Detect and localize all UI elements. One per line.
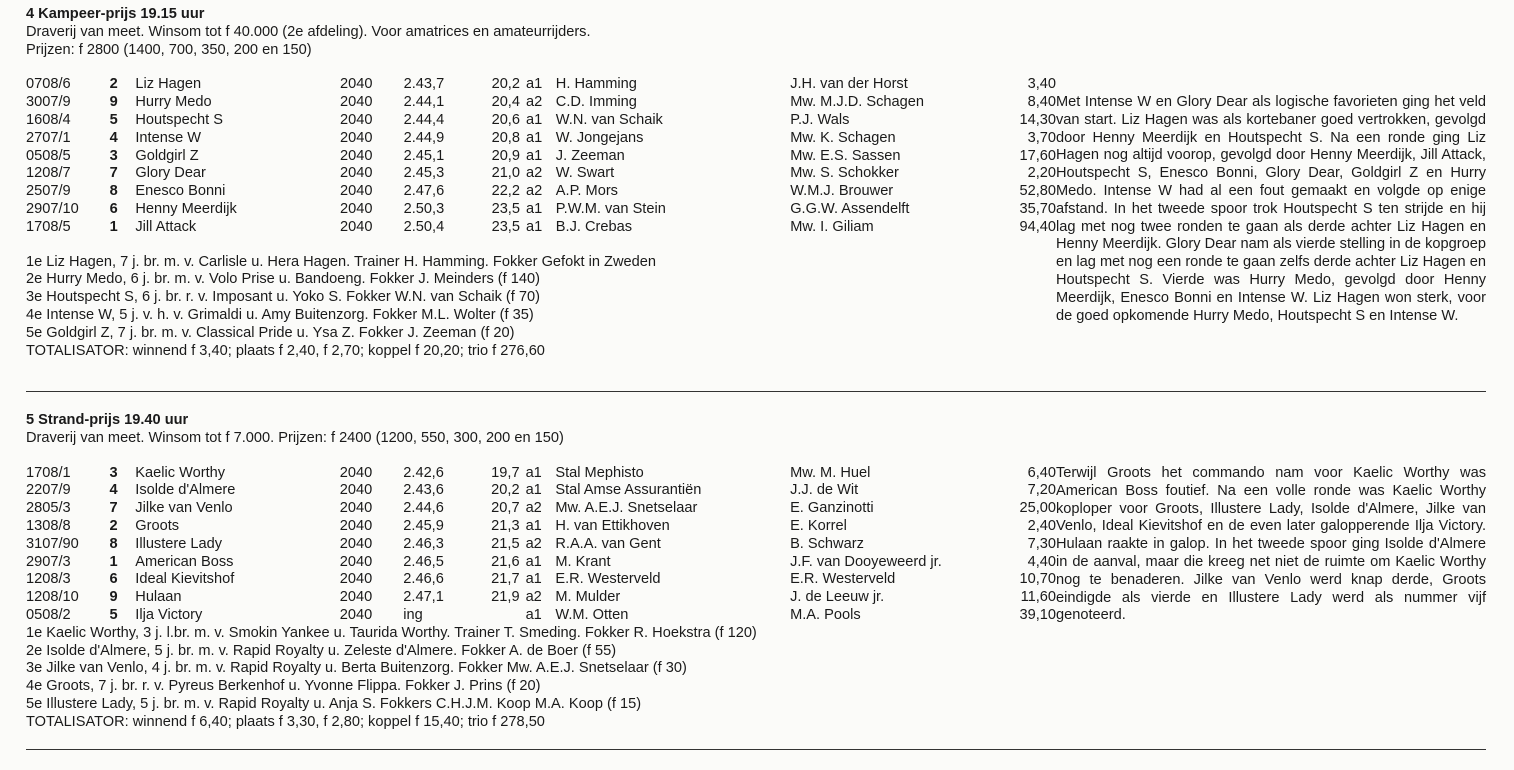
totalisator-line: TOTALISATOR: winnend f 6,40; plaats f 3,30, f 2,80; koppel f 15,40; trio f 278,50 <box>26 713 545 730</box>
runner-name: Glory Dear <box>135 165 206 182</box>
runner-km: 21,0 <box>491 165 520 182</box>
runner-row <box>26 536 1056 554</box>
placing-line: 2e Hurry Medo, 6 j. br. m. v. Volo Prise u. Bandoeng. Fokker J. Meinders (f 140) <box>26 271 540 288</box>
totalisator-line: TOTALISATOR: winnend f 3,40; plaats f 2,40, f 2,70; koppel f 20,20; trio f 276,60 <box>26 342 545 359</box>
runner-code: 3007/9 <box>26 94 71 111</box>
runner-pos: 8 <box>109 535 118 552</box>
runner-trainer: B. Schwarz <box>790 535 864 552</box>
runners-table <box>26 76 1056 236</box>
runner-name: Hulaan <box>135 589 182 606</box>
runner-time: 2.44,6 <box>403 500 444 517</box>
runner-rider: W.M. Otten <box>555 606 629 623</box>
runner-tag: a1 <box>525 129 543 146</box>
runner-name: Liz Hagen <box>135 76 202 93</box>
runner-dist: 2040 <box>340 94 373 111</box>
placing-line: 1e Liz Hagen, 7 j. br. m. v. Carlisle u. Hera Hagen. Trainer H. Hamming. Fokker Gefokt in Zweden <box>26 253 656 270</box>
runner-km: 20,8 <box>491 129 520 146</box>
runner-km: 20,4 <box>491 94 520 111</box>
runner-code: 1208/10 <box>26 589 79 606</box>
runner-row <box>26 112 1056 130</box>
runner-code: 0508/5 <box>26 147 71 164</box>
runner-pos: 1 <box>109 553 118 570</box>
runner-odds: 6,40 <box>1027 464 1056 481</box>
runner-pos: 6 <box>109 571 118 588</box>
runner-odds: 8,40 <box>1027 94 1056 111</box>
race-details <box>26 625 1486 732</box>
section-divider <box>26 391 1486 392</box>
runner-dist: 2040 <box>339 571 373 588</box>
runner-trainer: J.F. van Dooyeweerd jr. <box>790 553 942 570</box>
runner-km: 21,3 <box>491 517 520 534</box>
runner-pos: 7 <box>109 165 118 182</box>
runner-code: 1608/4 <box>26 111 71 128</box>
runner-pos: 8 <box>109 183 118 200</box>
runner-dist: 2040 <box>340 111 373 128</box>
runner-code: 1208/7 <box>26 165 71 182</box>
runner-code: 2507/9 <box>26 183 71 200</box>
race-report: Met Intense W en Glory Dear als logische favorieten ging het veld van start. Liz Hagen was als kortebaner goed vertrokken, gevolgd door Henny Meerdijk en Houtspecht S. Na een ronde ging Liz Hagen nog altijd voorop, gevolgd door Henny Meerdijk, Jill Attack, Houtspecht S, Enesco Bonni, Glory Dear, Goldgirl Z en Hurry Medo. Intense W had al een fout gemaakt en volgde op enige afstand. In het tweede spoor trok Houtspecht S ten strijde en hij lag met nog twee ronden te gaan als derde achter Liz Hagen en Henny Meerdijk. Glory Dear nam als vierde stelling in de kopgroep en lag met nog een ronde te gaan zelfs derde achter Liz Hagen en Houtspecht S. Vierde was Hurry Medo, gevolgd door Henny Meerdijk, Enesco Bonni en Intense W. Liz Hagen won sterk, voor de goed opkomende Hurry Medo, Houtspecht S en Intense W. <box>1056 94 1486 324</box>
placing-line: 1e Kaelic Worthy, 3 j. l.br. m. v. Smokin Yankee u. Taurida Worthy. Trainer T. Smeding. Fokker R. Hoekstra (f 120) <box>26 624 757 641</box>
runner-row <box>26 554 1056 572</box>
runner-time: 2.44,1 <box>403 94 445 111</box>
runner-km: 21,5 <box>491 535 520 552</box>
runner-name: Ideal Kievitshof <box>135 571 235 588</box>
runner-tag: a2 <box>525 165 543 182</box>
runner-rider: J. Zeeman <box>555 147 625 164</box>
runner-odds: 17,60 <box>1019 147 1056 164</box>
runner-name: Illustere Lady <box>135 535 223 552</box>
runner-rider: H. van Ettikhoven <box>555 517 670 534</box>
runner-time: 2.45,3 <box>403 165 445 182</box>
runner-name: Henny Meerdijk <box>135 200 237 217</box>
runner-dist: 2040 <box>339 517 373 534</box>
runner-dist: 2040 <box>340 200 373 217</box>
runner-trainer: M.A. Pools <box>790 606 861 623</box>
runner-odds: 2,20 <box>1027 165 1056 182</box>
runner-odds: 7,20 <box>1027 482 1056 499</box>
runner-time: 2.46,3 <box>403 535 444 552</box>
runner-dist: 2040 <box>340 218 373 235</box>
runner-tag: a1 <box>525 606 542 623</box>
placing-line: 5e Illustere Lady, 5 j. br. m. v. Rapid Royalty u. Anja S. Fokkers C.H.J.M. Koop M.A. Koop (f 15) <box>26 695 642 712</box>
runner-tag: a2 <box>525 589 542 606</box>
runner-tag: a1 <box>525 553 542 570</box>
runner-time: 2.44,4 <box>403 111 445 128</box>
runner-trainer: E. Korrel <box>790 517 847 534</box>
runner-dist: 2040 <box>340 76 373 93</box>
race-section-4 <box>26 6 1486 360</box>
runner-rider: P.W.M. van Stein <box>555 200 666 217</box>
runner-rider: C.D. Imming <box>555 94 637 111</box>
runner-km: 23,5 <box>491 218 520 235</box>
runner-trainer: Mw. M.J.D. Schagen <box>790 94 925 111</box>
runner-code: 3107/90 <box>26 535 79 552</box>
runner-rider: E.R. Westerveld <box>555 571 661 588</box>
runner-row <box>26 201 1056 219</box>
runner-odds: 14,30 <box>1019 111 1056 128</box>
runner-trainer: J.J. de Wit <box>790 482 859 499</box>
runner-name: Houtspecht S <box>135 111 223 128</box>
runner-odds: 25,00 <box>1019 500 1056 517</box>
runner-name: Kaelic Worthy <box>135 464 226 481</box>
runner-dist: 2040 <box>340 183 373 200</box>
race-section-5 <box>26 412 1486 732</box>
runner-tag: a2 <box>525 183 543 200</box>
runner-trainer: Mw. S. Schokker <box>790 165 899 182</box>
runner-trainer: G.G.W. Assendelft <box>790 200 910 217</box>
runner-code: 1708/5 <box>26 218 71 235</box>
runner-name: Isolde d'Almere <box>135 482 236 499</box>
runner-name: Ilja Victory <box>135 606 203 623</box>
runner-code: 2907/3 <box>26 553 71 570</box>
runner-row <box>26 571 1056 589</box>
runner-rider: W.N. van Schaik <box>555 111 663 128</box>
runner-trainer: W.M.J. Brouwer <box>790 183 894 200</box>
runner-trainer: E.R. Westerveld <box>790 571 896 588</box>
runner-km: 20,2 <box>491 76 520 93</box>
runner-rider: H. Hamming <box>555 76 637 93</box>
runner-tag: a1 <box>525 76 543 93</box>
runner-time: 2.50,4 <box>403 218 445 235</box>
runner-row <box>26 76 1056 94</box>
runner-row <box>26 130 1056 148</box>
runner-code: 2805/3 <box>26 500 71 517</box>
runner-time: 2.50,3 <box>403 200 445 217</box>
runner-odds: 94,40 <box>1019 218 1056 235</box>
runner-tag: a1 <box>525 200 543 217</box>
runner-pos: 6 <box>109 200 118 217</box>
runner-km: 20,2 <box>491 482 520 499</box>
runner-code: 1208/3 <box>26 571 71 588</box>
runner-km: 21,6 <box>491 553 520 570</box>
runner-km: 20,6 <box>491 111 520 128</box>
runner-row <box>26 94 1056 112</box>
runner-rider: W. Jongejans <box>555 129 644 146</box>
race-subtitle: Draverij van meet. Winsom tot f 40.000 (2e afdeling). Voor amatrices en amateurrijders. <box>26 23 591 40</box>
runner-tag: a2 <box>525 535 542 552</box>
runner-trainer: Mw. M. Huel <box>790 464 871 481</box>
runner-time: 2.42,6 <box>403 464 444 481</box>
race-subtitle: Draverij van meet. Winsom tot f 7.000. Prijzen: f 2400 (1200, 550, 300, 200 en 150) <box>26 429 564 446</box>
runner-code: 2907/10 <box>26 200 79 217</box>
runner-trainer: Mw. I. Giliam <box>790 218 874 235</box>
runner-km: 22,2 <box>491 183 520 200</box>
runner-dist: 2040 <box>339 464 373 481</box>
runner-name: Jill Attack <box>135 218 197 235</box>
race-report: Terwijl Groots het commando nam voor Kaelic Worthy was American Boss foutief. Na een volle ronde was Kaelic Worthy koploper voor Groots, Illustere Lady, Isolde d'Almere, Jilke van Venlo, Ideal Kievitshof en de even later galopperende Ilja Victory. Hulaan raakte in galop. In het tweede spoor ging Isolde d'Almere in de aanval, maar die kreeg net niet de ruimte om Kaelic Worthy nog te benaderen. Jilke van Venlo werd knap derde, Groots eindigde als vierde en Illustere Lady werd als nummer vijf genoteerd. <box>1056 465 1486 624</box>
runner-odds: 35,70 <box>1019 200 1056 217</box>
race-title: 4 Kampeer-prijs 19.15 uur <box>26 6 205 22</box>
runner-odds: 52,80 <box>1019 183 1056 200</box>
runner-km: 19,7 <box>491 464 520 481</box>
race-title: 5 Strand-prijs 19.40 uur <box>26 412 189 428</box>
placing-line: 3e Jilke van Venlo, 4 j. br. m. v. Rapid Royalty u. Berta Buitenzorg. Fokker Mw. A.E.J. Snetselaar (f 30) <box>26 660 687 677</box>
runner-time: 2.46,5 <box>403 553 444 570</box>
runner-row <box>26 500 1056 518</box>
runner-name: Groots <box>135 517 180 534</box>
runner-name: Enesco Bonni <box>135 183 226 200</box>
runner-name: Goldgirl Z <box>135 147 199 164</box>
runner-trainer: E. Ganzinotti <box>790 500 874 517</box>
runner-pos: 5 <box>109 111 118 128</box>
runner-pos: 3 <box>109 147 118 164</box>
runner-time: 2.43,7 <box>403 76 445 93</box>
runner-code: 1308/8 <box>26 517 71 534</box>
runner-tag: a1 <box>525 111 543 128</box>
runner-rider: M. Mulder <box>555 589 621 606</box>
runner-dist: 2040 <box>339 606 373 623</box>
runner-rider: Mw. A.E.J. Snetselaar <box>555 500 698 517</box>
runner-tag: a1 <box>525 517 542 534</box>
runner-pos: 2 <box>109 517 118 534</box>
runners-table <box>26 465 1056 625</box>
runner-pos: 5 <box>109 606 118 623</box>
runner-code: 0508/2 <box>26 606 71 623</box>
runner-pos: 2 <box>109 76 118 93</box>
runner-time: 2.47,6 <box>403 183 445 200</box>
runner-row <box>26 219 1056 237</box>
runner-row <box>26 607 1056 625</box>
runner-dist: 2040 <box>340 147 373 164</box>
runner-row <box>26 482 1056 500</box>
runner-row <box>26 183 1056 201</box>
runner-pos: 9 <box>109 94 118 111</box>
runner-code: 0708/6 <box>26 76 71 93</box>
runner-rider: Stal Amse Assurantiën <box>555 482 702 499</box>
runner-pos: 3 <box>109 464 118 481</box>
runner-pos: 9 <box>109 589 118 606</box>
runner-km: 23,5 <box>491 200 520 217</box>
runner-row <box>26 589 1056 607</box>
runner-km <box>474 607 526 625</box>
runner-time: 2.47,1 <box>403 589 444 606</box>
runner-rider: W. Swart <box>555 165 615 182</box>
runner-rider: Stal Mephisto <box>555 464 644 481</box>
runner-time: ing <box>403 606 423 623</box>
runner-rider: B.J. Crebas <box>555 218 633 235</box>
runner-code: 2707/1 <box>26 129 71 146</box>
runner-trainer: J.H. van der Horst <box>790 76 908 93</box>
runner-name: Hurry Medo <box>135 94 212 111</box>
runner-odds: 11,60 <box>1020 589 1056 606</box>
runner-tag: a2 <box>525 94 543 111</box>
runner-tag: a1 <box>525 147 543 164</box>
runner-row <box>26 518 1056 536</box>
runner-time: 2.44,9 <box>403 129 445 146</box>
runner-row <box>26 465 1056 483</box>
runner-odds: 3,70 <box>1027 129 1056 146</box>
runner-pos: 7 <box>109 500 118 517</box>
placing-line: 5e Goldgirl Z, 7 j. br. m. v. Classical Pride u. Ysa Z. Fokker J. Zeeman (f 20) <box>26 324 515 341</box>
runner-pos: 4 <box>109 482 118 499</box>
placing-line: 4e Groots, 7 j. br. r. v. Pyreus Berkenhof u. Yvonne Flippa. Fokker J. Prins (f 20) <box>26 678 541 695</box>
runner-trainer: Mw. E.S. Sassen <box>790 147 901 164</box>
runner-time: 2.45,9 <box>403 517 444 534</box>
runner-time: 2.45,1 <box>403 147 445 164</box>
runner-row <box>26 165 1056 183</box>
runner-name: Intense W <box>135 129 202 146</box>
runner-dist: 2040 <box>339 535 373 552</box>
runner-rider: M. Krant <box>555 553 611 570</box>
section-divider <box>26 749 1486 750</box>
runner-dist: 2040 <box>339 500 373 517</box>
runner-km: 20,9 <box>491 147 520 164</box>
placing-line: 2e Isolde d'Almere, 5 j. br. m. v. Rapid Royalty u. Zeleste d'Almere. Fokker A. de Boer (f 55) <box>26 642 617 659</box>
runner-rider: R.A.A. van Gent <box>555 535 661 552</box>
runner-dist: 2040 <box>339 589 373 606</box>
runner-rider: A.P. Mors <box>555 183 618 200</box>
runner-dist: 2040 <box>340 129 373 146</box>
runner-tag: a1 <box>525 218 543 235</box>
runner-odds: 39,10 <box>1019 606 1056 623</box>
runner-odds: 10,70 <box>1019 571 1056 588</box>
runner-name: American Boss <box>135 553 234 570</box>
runner-odds: 2,40 <box>1027 517 1056 534</box>
runner-tag: a1 <box>525 464 542 481</box>
runner-row <box>26 148 1056 166</box>
runner-odds: 3,40 <box>1027 76 1056 93</box>
runner-time: 2.46,6 <box>403 571 444 588</box>
race-prizes: Prijzen: f 2800 (1400, 700, 350, 200 en 150) <box>26 41 312 58</box>
runner-name: Jilke van Venlo <box>135 500 233 517</box>
runner-code: 1708/1 <box>26 464 71 481</box>
runner-tag: a2 <box>525 500 542 517</box>
runner-trainer: P.J. Wals <box>790 111 850 128</box>
runner-odds: 4,40 <box>1027 553 1056 570</box>
runner-dist: 2040 <box>339 482 373 499</box>
runner-dist: 2040 <box>340 165 373 182</box>
runner-tag: a1 <box>525 482 542 499</box>
runner-time: 2.43,6 <box>403 482 444 499</box>
runner-km: 20,7 <box>491 500 520 517</box>
placing-line: 4e Intense W, 5 j. v. h. v. Grimaldi u. Amy Buitenzorg. Fokker M.L. Wolter (f 35) <box>26 306 534 323</box>
runner-pos: 1 <box>109 218 118 235</box>
runner-code: 2207/9 <box>26 482 71 499</box>
runner-km: 21,9 <box>491 589 520 606</box>
placing-line: 3e Houtspecht S, 6 j. br. r. v. Imposant u. Yoko S. Fokker W.N. van Schaik (f 70) <box>26 289 540 306</box>
runner-dist: 2040 <box>339 553 373 570</box>
runner-trainer: J. de Leeuw jr. <box>790 589 885 606</box>
runner-trainer: Mw. K. Schagen <box>790 129 896 146</box>
runner-pos: 4 <box>109 129 118 146</box>
runner-odds: 7,30 <box>1027 535 1056 552</box>
runner-tag: a1 <box>525 571 542 588</box>
runner-km: 21,7 <box>491 571 520 588</box>
